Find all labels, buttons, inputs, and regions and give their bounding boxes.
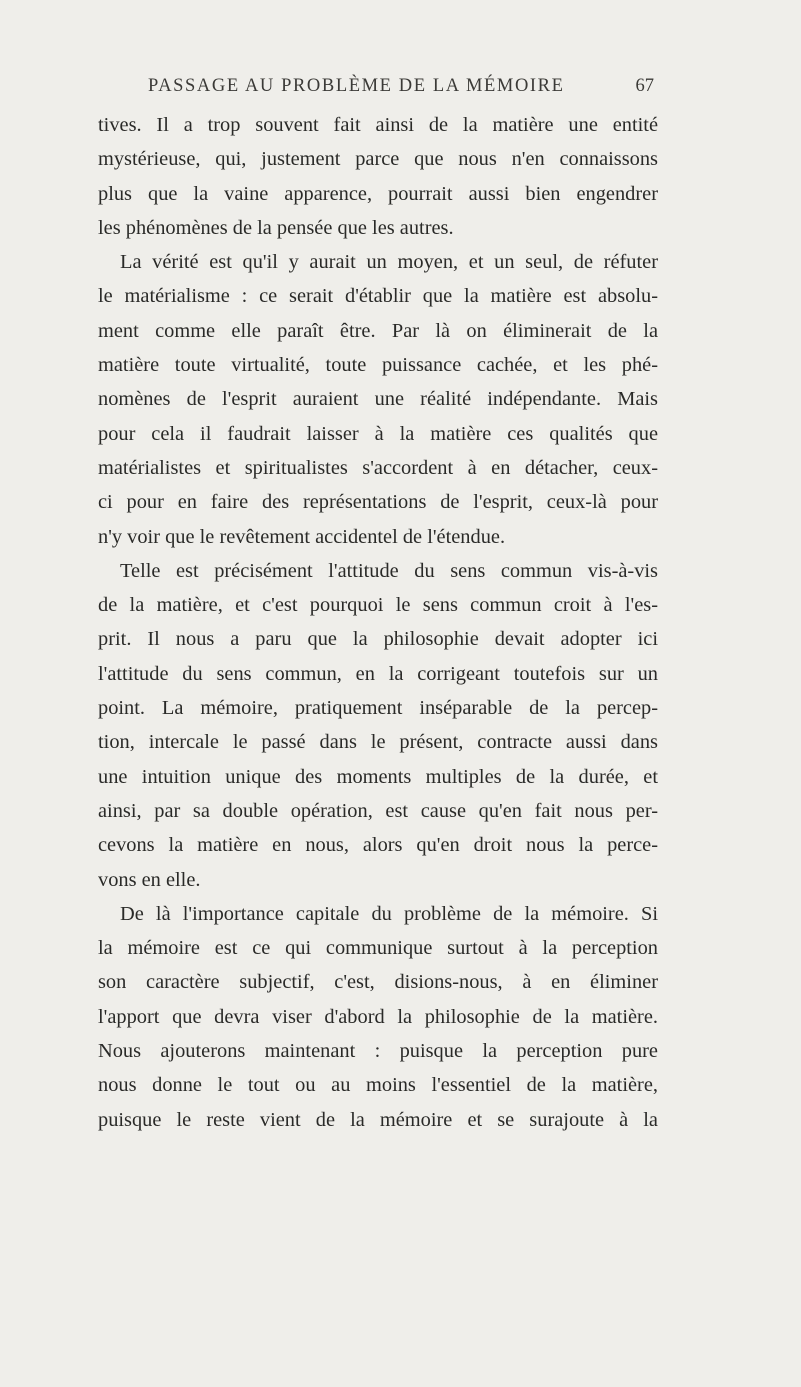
text-line: l'attitude du sens commun, en la corrigeant toutefois sur un [98,662,658,685]
text-line: de la matière, et c'est pourquoi le sens commun croit à l'es- [98,594,658,617]
text-line: prit. Il nous a paru que la philosophie devait adopter ici [98,628,658,651]
text-line: la mémoire est ce qui communique surtout à la perception [98,937,658,960]
text-line: ment comme elle paraît être. Par là on éliminerait de la [98,319,658,342]
text-line: De là l'importance capitale du problème de la mémoire. Si [120,902,658,925]
page-number: 67 [635,76,654,96]
text-line: Telle est précisément l'attitude du sens commun vis-à-vis [120,559,658,582]
text-line: son caractère subjectif, c'est, disions-nous, à en éliminer [98,971,658,994]
text-line: matière toute virtualité, toute puissance cachée, et les phé- [98,354,658,377]
text-line: La vérité est qu'il y aurait un moyen, et un seul, de réfuter [120,251,658,274]
text-line: tives. Il a trop souvent fait ainsi de la matière une entité [98,114,658,136]
text-line: vons en elle. [98,868,201,891]
text-line: ainsi, par sa double opération, est cause qu'en fait nous per- [98,799,658,822]
text-line: plus que la vaine apparence, pourrait aussi bien engendrer [98,182,658,205]
text-line: mystérieuse, qui, justement parce que nous n'en connaissons [98,148,658,171]
text-line: matérialistes et spiritualistes s'accordent à en détacher, ceux- [98,456,658,479]
text-line: pour cela il faudrait laisser à la matière ces qualités que [98,422,658,445]
text-line: point. La mémoire, pratiquement inséparable de la percep- [98,697,658,720]
text-line: le matérialisme : ce serait d'établir que la matière est absolu- [98,285,658,308]
text-line: les phénomènes de la pensée que les autres. [98,216,454,239]
text-line: n'y voir que le revêtement accidentel de l'étendue. [98,525,506,548]
running-title: PASSAGE AU PROBLÈME DE LA MÉMOIRE [148,76,565,96]
text-line: Nous ajouterons maintenant : puisque la perception pure [98,1040,658,1063]
body-text [98,108,658,1137]
page-header [148,76,654,106]
text-line: nomènes de l'esprit auraient une réalité indépendante. Mais [98,388,658,411]
text-line: ci pour en faire des représentations de l'esprit, ceux-là pour [98,491,658,514]
text-line: nous donne le tout ou au moins l'essentiel de la matière, [98,1074,658,1097]
text-line: tion, intercale le passé dans le présent, contracte aussi dans [98,731,658,754]
text-line: puisque le reste vient de la mémoire et se surajoute à la [98,1108,658,1131]
text-line: l'apport que devra viser d'abord la philosophie de la matière. [98,1005,658,1028]
text-line: cevons la matière en nous, alors qu'en droit nous la perce- [98,834,658,857]
text-line: une intuition unique des moments multiples de la durée, et [98,765,658,788]
